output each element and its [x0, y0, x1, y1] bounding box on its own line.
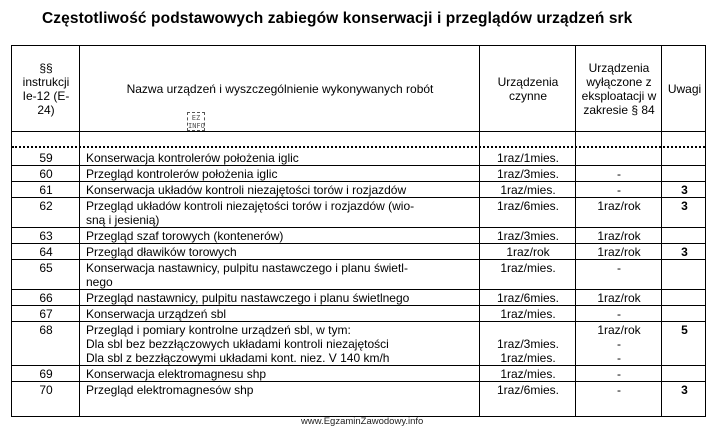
cell-name-line: nego — [86, 275, 113, 289]
cell-name-line: Konserwacja układów kontroli niezajętości torów i rozjazdów — [86, 183, 407, 197]
table-row — [12, 228, 705, 244]
cell-active — [480, 228, 576, 243]
header-active: Urządzenia czynne — [497, 75, 559, 103]
cell-name-line: Przegląd układów kontroli niezajętości torów i rozjazdów (wio- — [86, 199, 415, 213]
cell-excluded-line: 1raz/rok — [597, 199, 641, 213]
cell-excluded-line: 1raz/rok — [597, 323, 641, 337]
cell-excluded — [576, 150, 662, 165]
cell-excluded-line — [576, 151, 662, 165]
cell-excluded — [576, 198, 662, 227]
cell-excluded — [576, 166, 662, 181]
cell-active — [480, 260, 576, 289]
table-row — [12, 198, 705, 228]
cell-paragraph: 67 — [39, 307, 53, 321]
cell-paragraph: 62 — [39, 199, 53, 213]
cell-name-line: Przegląd i pomiary kontrolne urządzeń sbl, w tym: — [86, 323, 351, 337]
cell-excluded-line: - — [617, 351, 621, 365]
cell-paragraph: 69 — [39, 367, 53, 381]
cell-active — [480, 322, 576, 365]
cell-name-line: Przegląd dławików torowych — [86, 245, 237, 259]
cell-remarks: 5 — [681, 323, 688, 337]
table-row — [12, 244, 705, 260]
cell-excluded-line: - — [617, 307, 621, 321]
table-row — [12, 306, 705, 322]
cell-excluded — [576, 182, 662, 197]
cell-paragraph: 70 — [39, 383, 53, 397]
cell-remarks: 3 — [681, 183, 688, 197]
cell-paragraph: 60 — [39, 167, 53, 181]
cell-remarks — [662, 290, 707, 305]
cell-active-line: 1raz/6mies. — [496, 199, 560, 213]
cell-remarks — [662, 166, 707, 181]
cell-excluded-line: - — [617, 183, 621, 197]
table-row — [12, 382, 705, 398]
cell-excluded-line: - — [617, 383, 621, 397]
cell-excluded — [576, 322, 662, 365]
cell-active — [480, 198, 576, 227]
cell-active-line: 1raz/6mies. — [496, 291, 560, 305]
cell-excluded-line: - — [617, 337, 621, 351]
cell-name-line: Przegląd elektromagnesów shp — [86, 383, 254, 397]
cell-active — [480, 166, 576, 181]
cell-active-line: 1raz/mies. — [500, 307, 556, 321]
header-remarks: Uwagi — [667, 82, 702, 96]
cell-excluded — [576, 366, 662, 381]
cell-excluded — [576, 382, 662, 398]
cell-remarks — [662, 306, 707, 321]
header-excluded: Urządzenia wyłączone z eksploatacji w zakresie § 84 — [581, 61, 657, 117]
cell-remarks — [662, 366, 707, 381]
cell-active-line: 1raz/6mies. — [496, 383, 560, 397]
cell-name-line: Konserwacja urządzeń sbl — [86, 307, 227, 321]
maintenance-table — [11, 45, 706, 417]
cell-paragraph: 59 — [39, 151, 53, 165]
cell-excluded-line: 1raz/rok — [597, 245, 641, 259]
document-title: Częstotliwość podstawowych zabiegów konserwacji i przeglądów urządzeń srk — [42, 10, 633, 27]
cell-active-line: 1raz/1mies. — [496, 151, 560, 165]
cell-remarks: 3 — [681, 199, 688, 213]
dotted-separator — [12, 146, 705, 148]
cell-active-line: 1raz/3mies. — [496, 229, 560, 243]
cell-excluded — [576, 244, 662, 259]
cell-name-line: Konserwacja nastawnicy, pulpitu nastawczego i planu świetl- — [86, 261, 408, 275]
cell-name — [80, 166, 480, 181]
cell-active-line: 1raz/3mies. — [496, 167, 560, 181]
cell-active — [480, 366, 576, 381]
table-row — [12, 260, 705, 290]
table-row — [12, 290, 705, 306]
cell-excluded-line: - — [617, 261, 621, 275]
cell-paragraph: 65 — [39, 261, 53, 275]
cell-name — [80, 290, 480, 305]
cell-name — [80, 150, 480, 165]
table-body — [12, 150, 705, 398]
footer-watermark: www.EgzaminZawodowy.info — [301, 416, 424, 427]
cell-name-line: Konserwacja elektromagnesu shp — [86, 367, 267, 381]
cell-excluded — [576, 306, 662, 321]
info-stamp-icon: EZ INFO — [188, 114, 205, 130]
cell-name-line: Przegląd nastawnicy, pulpitu nastawczego i planu świetlnego — [86, 291, 410, 305]
cell-active — [480, 244, 576, 259]
cell-paragraph: 66 — [39, 291, 53, 305]
cell-paragraph: 64 — [39, 245, 53, 259]
cell-name — [80, 260, 480, 289]
cell-name-line: Konserwacja kontrolerów położenia iglic — [86, 151, 299, 165]
cell-remarks: 3 — [681, 383, 688, 397]
cell-name — [80, 244, 480, 259]
cell-active-line: 1raz/mies. — [500, 351, 556, 365]
cell-remarks: 3 — [681, 245, 688, 259]
cell-paragraph: 63 — [39, 229, 53, 243]
cell-excluded-line: 1raz/rok — [597, 229, 641, 243]
cell-active-line: 1raz/mies. — [500, 261, 556, 275]
cell-active-line: 1raz/mies. — [500, 367, 556, 381]
cell-name-line: Przegląd szaf torowych (kontenerów) — [86, 229, 284, 243]
table-row — [12, 322, 705, 366]
cell-active-line: 1raz/3mies. — [496, 337, 560, 351]
cell-active-line: 1raz/rok — [506, 245, 550, 259]
cell-remarks — [662, 260, 707, 289]
cell-active-line — [480, 323, 576, 337]
cell-excluded-line: 1raz/rok — [597, 291, 641, 305]
cell-name — [80, 182, 480, 197]
table-row — [12, 166, 705, 182]
cell-name — [80, 306, 480, 321]
header-name: Nazwa urządzeń i wyszczególnienie wykonywanych robót — [126, 82, 434, 96]
table-row — [12, 150, 705, 166]
header-paragraph: §§ instrukcji Ie-12 (E-24) — [22, 61, 70, 117]
cell-name-line: sną i jesienią) — [86, 213, 160, 227]
cell-paragraph: 61 — [39, 183, 53, 197]
cell-remarks — [662, 150, 707, 165]
cell-excluded — [576, 260, 662, 289]
cell-active-line: 1raz/mies. — [500, 183, 556, 197]
cell-active — [480, 150, 576, 165]
table-row — [12, 366, 705, 382]
cell-name — [80, 198, 480, 227]
cell-name-line: Przegląd kontrolerów położenia iglic — [86, 167, 278, 181]
cell-name-line: Dla sbl z bezzłączowymi układami kont. niez. V 140 km/h — [86, 351, 390, 365]
cell-active — [480, 290, 576, 305]
cell-paragraph: 68 — [39, 323, 53, 337]
cell-excluded — [576, 290, 662, 305]
cell-active — [480, 382, 576, 398]
cell-active — [480, 306, 576, 321]
cell-name — [80, 228, 480, 243]
table-row — [12, 182, 705, 198]
cell-name-line: Dla sbl bez bezzłączowych układami kontroli niezajętości — [86, 337, 389, 351]
cell-active — [480, 182, 576, 197]
cell-excluded-line: - — [617, 367, 621, 381]
cell-name — [80, 366, 480, 381]
cell-name — [80, 382, 480, 398]
cell-name — [80, 322, 480, 365]
cell-remarks — [662, 228, 707, 243]
table-header — [12, 46, 705, 132]
cell-excluded — [576, 228, 662, 243]
cell-excluded-line: - — [617, 167, 621, 181]
